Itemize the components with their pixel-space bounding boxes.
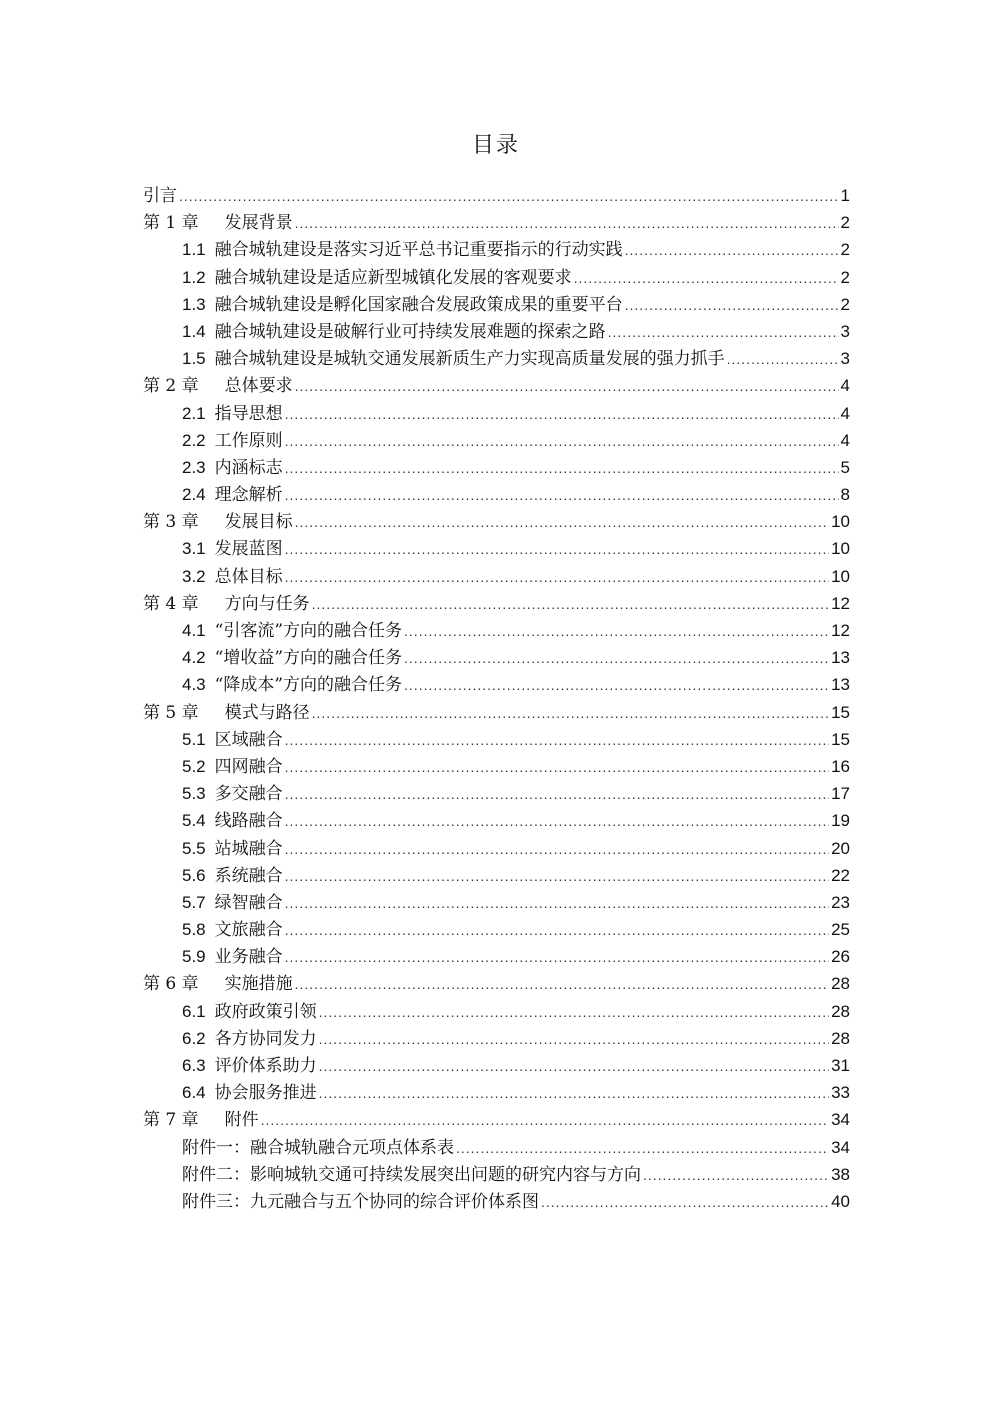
toc-entry-number: 1.1	[182, 240, 206, 260]
dot-leader	[319, 1031, 829, 1047]
dot-leader	[285, 460, 839, 476]
toc-entry-number: 2.4	[182, 485, 206, 505]
toc-entry-page: 10	[831, 566, 850, 586]
toc-entry-page: 2	[840, 294, 850, 314]
toc-entry-label: 政府政策引领	[214, 1001, 317, 1022]
toc-entry[interactable]	[143, 1133, 850, 1160]
toc-entry-label: 指导思想	[214, 403, 283, 424]
toc-entry[interactable]	[143, 806, 850, 833]
toc-entry[interactable]	[143, 752, 850, 779]
toc-entry-page: 28	[831, 974, 850, 994]
toc-entry-label: 附件	[224, 1110, 259, 1131]
toc-entry-label: 附件三：九元融合与五个协同的综合评价体系图	[182, 1191, 539, 1212]
toc-entry-label: 内涵标志	[214, 457, 283, 478]
toc-entry-number: 6.4	[182, 1083, 206, 1103]
toc-entry[interactable]	[143, 208, 850, 235]
dot-leader	[404, 677, 829, 693]
dot-leader	[285, 541, 829, 557]
toc-entry[interactable]	[143, 263, 850, 290]
toc-entry-number: 第 5 章	[143, 702, 199, 723]
toc-entry-label: 协会服务推进	[214, 1083, 317, 1104]
toc-entry[interactable]	[143, 1160, 850, 1187]
toc-entry[interactable]	[143, 507, 850, 534]
dot-leader	[319, 1085, 829, 1101]
toc-entry-label: 融合城轨建设是适应新型城镇化发展的客观要求	[214, 267, 572, 288]
toc-entry-label: “降成本”方向的融合任务	[214, 675, 403, 696]
toc-entry-page: 13	[831, 675, 850, 695]
toc-entry-label: 引言	[143, 186, 177, 206]
toc-entry-label: 文旅融合	[214, 920, 283, 941]
toc-entry-label: 方向与任务	[224, 593, 310, 614]
toc-entry-page: 1	[840, 186, 850, 205]
toc-entry-page: 12	[831, 593, 850, 613]
toc-entry[interactable]	[143, 1187, 850, 1214]
toc-entry-page: 10	[831, 512, 850, 532]
toc-entry-number: 2.1	[182, 403, 206, 423]
dot-leader	[285, 786, 829, 802]
toc-entry-number: 1.4	[182, 321, 206, 341]
toc-entry-label: 融合城轨建设是破解行业可持续发展难题的探索之路	[214, 321, 606, 342]
dot-leader	[312, 705, 829, 721]
toc-entry-label: 融合城轨建设是孵化国家融合发展政策成果的重要平台	[214, 294, 623, 315]
dot-leader	[285, 732, 829, 748]
toc-entry-number: 5.8	[182, 920, 206, 940]
toc-entry-number: 第 7 章	[143, 1110, 199, 1131]
toc-entry[interactable]	[143, 643, 850, 670]
toc-entry-number: 6.3	[182, 1056, 206, 1075]
toc-entry[interactable]	[143, 725, 850, 752]
toc-entry-page: 5	[840, 457, 850, 477]
dot-leader	[285, 406, 839, 422]
dot-leader	[295, 514, 829, 530]
toc-entry-number: 5.7	[182, 892, 206, 912]
toc-entry[interactable]	[143, 399, 850, 426]
toc-entry-page: 3	[840, 349, 850, 369]
toc-entry-number: 6.2	[182, 1028, 206, 1048]
dot-leader	[179, 188, 839, 204]
toc-entry[interactable]	[143, 1051, 850, 1078]
toc-entry-page: 28	[831, 1028, 850, 1048]
toc-entry[interactable]	[143, 698, 850, 725]
dot-leader	[541, 1194, 829, 1210]
toc-entry[interactable]	[143, 670, 850, 697]
toc-entry[interactable]	[143, 453, 850, 480]
toc-entry-number: 5.6	[182, 865, 206, 885]
toc-entry-page: 12	[831, 621, 850, 640]
toc-entry-number: 1.3	[182, 294, 206, 314]
toc-entry-number: 第 1 章	[143, 213, 199, 234]
toc-entry-label: 绿智融合	[214, 892, 283, 913]
table-of-contents	[143, 181, 850, 1214]
toc-entry-label: “引客流”方向的融合任务	[214, 621, 403, 641]
toc-entry-label: 融合城轨建设是落实习近平总书记重要指示的行动实践	[214, 240, 623, 261]
dot-leader	[295, 976, 829, 992]
page-title: 目录	[471, 133, 520, 158]
dot-leader	[319, 1058, 829, 1074]
toc-entry-number: 3.2	[182, 566, 206, 586]
toc-entry-page: 2	[840, 240, 850, 260]
toc-entry-label: 区域融合	[214, 729, 283, 750]
toc-entry-label: 工作原则	[214, 430, 283, 451]
toc-entry-page: 2	[840, 267, 850, 287]
toc-entry-number: 1.5	[182, 349, 206, 369]
toc-entry-number: 2.3	[182, 457, 206, 477]
toc-entry-label: 业务融合	[214, 947, 283, 968]
dot-leader	[625, 242, 839, 258]
dot-leader	[319, 1004, 829, 1020]
toc-entry-page: 13	[831, 648, 850, 668]
toc-entry-label: 四网融合	[214, 756, 283, 777]
toc-entry-number: 4.3	[182, 675, 206, 695]
dot-leader	[285, 813, 829, 829]
dot-leader	[261, 1112, 829, 1128]
toc-entry-page: 22	[831, 865, 850, 885]
toc-entry[interactable]	[143, 942, 850, 969]
toc-entry-page: 40	[831, 1191, 850, 1211]
toc-entry-number: 第 4 章	[143, 593, 199, 614]
toc-entry[interactable]	[143, 344, 850, 371]
toc-entry-page: 3	[840, 321, 850, 341]
toc-entry-label: 线路融合	[214, 811, 283, 832]
toc-entry-label: 评价体系助力	[214, 1056, 317, 1076]
toc-entry-label: 站城融合	[214, 838, 283, 859]
toc-entry[interactable]	[143, 997, 850, 1024]
toc-entry-page: 34	[831, 1137, 850, 1157]
toc-entry-page: 25	[831, 920, 850, 940]
toc-entry[interactable]	[143, 861, 850, 888]
toc-entry-number: 3.1	[182, 539, 206, 559]
toc-entry-page: 17	[831, 784, 850, 804]
toc-entry-number: 第 2 章	[143, 376, 199, 397]
toc-entry-label: 总体目标	[214, 566, 283, 587]
dot-leader	[285, 841, 829, 857]
toc-entry[interactable]	[143, 181, 850, 208]
toc-entry-number: 第 3 章	[143, 512, 199, 533]
toc-entry-label: 发展蓝图	[214, 539, 283, 560]
toc-entry-label: 各方协同发力	[214, 1028, 317, 1049]
toc-entry-page: 8	[840, 485, 850, 505]
toc-entry-number: 5.4	[182, 811, 206, 831]
toc-entry[interactable]	[143, 1105, 850, 1132]
dot-leader	[285, 922, 829, 938]
dot-leader	[643, 1167, 829, 1183]
toc-entry-page: 28	[831, 1001, 850, 1021]
toc-entry-page: 20	[831, 838, 850, 858]
dot-leader	[574, 270, 839, 286]
dot-leader	[285, 895, 829, 911]
toc-entry[interactable]	[143, 317, 850, 344]
toc-entry[interactable]	[143, 480, 850, 507]
toc-entry-label: 附件二：影响城轨交通可持续发展突出问题的研究内容与方向	[182, 1164, 641, 1185]
toc-entry[interactable]	[143, 589, 850, 616]
toc-entry-number: 5.5	[182, 838, 206, 858]
dot-leader	[404, 650, 829, 666]
dot-leader	[312, 596, 829, 612]
dot-leader	[285, 487, 839, 503]
dot-leader	[285, 868, 829, 884]
dot-leader	[625, 297, 839, 313]
toc-entry-number: 5.1	[182, 729, 206, 749]
dot-leader	[285, 433, 839, 449]
toc-entry-label: 发展目标	[224, 512, 293, 533]
toc-entry-number: 1.2	[182, 267, 206, 287]
toc-entry-label: 融合城轨建设是城轨交通发展新质生产力实现高质量发展的强力抓手	[214, 349, 725, 370]
toc-entry[interactable]	[143, 834, 850, 861]
toc-entry-label: “增收益”方向的融合任务	[214, 648, 403, 669]
toc-entry-number: 2.2	[182, 430, 206, 450]
dot-leader	[727, 351, 839, 367]
toc-entry[interactable]	[143, 915, 850, 942]
toc-entry-number: 第 6 章	[143, 974, 199, 995]
toc-entry-page: 15	[831, 702, 850, 722]
toc-entry-label: 理念解析	[214, 485, 283, 506]
toc-entry-page: 34	[831, 1110, 850, 1130]
toc-entry-label: 系统融合	[214, 865, 283, 886]
toc-entry[interactable]	[143, 1078, 850, 1105]
toc-entry-number: 5.2	[182, 756, 206, 776]
toc-entry-number: 4.1	[182, 621, 206, 640]
toc-entry-label: 模式与路径	[224, 702, 310, 723]
toc-entry-page: 10	[831, 539, 850, 559]
toc-entry-page: 23	[831, 892, 850, 912]
toc-entry-page: 19	[831, 811, 850, 831]
toc-entry-page: 15	[831, 729, 850, 749]
toc-entry[interactable]	[143, 371, 850, 398]
toc-entry[interactable]	[143, 562, 850, 589]
dot-leader	[295, 378, 839, 394]
toc-entry-label: 实施措施	[224, 974, 293, 995]
toc-entry-label: 发展背景	[224, 213, 293, 234]
toc-entry-number: 5.3	[182, 784, 206, 804]
toc-entry-page: 2	[840, 213, 850, 233]
dot-leader	[285, 569, 829, 585]
toc-entry-number: 6.1	[182, 1001, 206, 1021]
toc-entry[interactable]	[143, 1024, 850, 1051]
toc-entry[interactable]	[143, 969, 850, 996]
toc-entry[interactable]	[143, 779, 850, 806]
toc-entry[interactable]	[143, 290, 850, 317]
toc-entry-page: 38	[831, 1164, 850, 1184]
toc-entry-number: 4.2	[182, 648, 206, 668]
dot-leader	[295, 215, 839, 231]
toc-entry-page: 16	[831, 756, 850, 776]
dot-leader	[404, 623, 829, 639]
toc-entry-page: 33	[831, 1083, 850, 1103]
toc-entry[interactable]	[143, 534, 850, 561]
toc-entry-label: 附件一：融合城轨融合元项点体系表	[182, 1137, 454, 1158]
toc-entry-page: 26	[831, 947, 850, 967]
toc-entry-page: 4	[840, 430, 850, 450]
toc-entry-number: 5.9	[182, 947, 206, 967]
toc-entry[interactable]	[143, 426, 850, 453]
toc-entry[interactable]	[143, 616, 850, 643]
toc-entry[interactable]	[143, 235, 850, 262]
dot-leader	[608, 324, 839, 340]
dot-leader	[456, 1140, 829, 1156]
toc-entry-page: 31	[831, 1056, 850, 1075]
toc-entry-label: 多交融合	[214, 784, 283, 805]
dot-leader	[285, 949, 829, 965]
toc-entry-label: 总体要求	[224, 376, 293, 397]
dot-leader	[285, 759, 829, 775]
toc-entry-page: 4	[840, 376, 850, 396]
toc-entry[interactable]	[143, 888, 850, 915]
toc-entry-page: 4	[840, 403, 850, 423]
